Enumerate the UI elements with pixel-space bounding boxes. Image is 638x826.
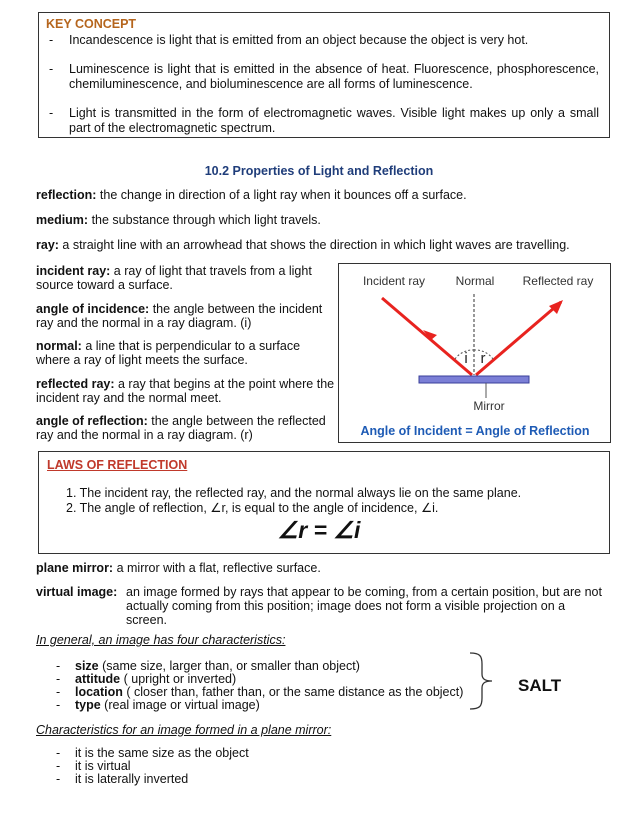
key-concept-item: - Incandescence is light that is emitted from an object because the object is very hot.	[49, 33, 529, 47]
incident-ray-line	[382, 298, 472, 375]
reflection-diagram	[338, 263, 611, 443]
plane-mirror-characteristics-heading: Characteristics for an image formed in a plane mirror:	[36, 723, 332, 737]
angle-r-label: r	[480, 350, 486, 367]
laws-title: LAWS OF REFLECTION	[47, 458, 188, 472]
section-title: 10.2 Properties of Light and Reflection	[204, 164, 434, 178]
list-item: - type (real image or virtual image)	[56, 698, 260, 712]
mirror-label: Mirror	[473, 399, 505, 413]
list-item: - size (same size, larger than, or smaller than object)	[56, 659, 360, 673]
formula: ∠r = ∠i	[277, 517, 361, 543]
definition-ray: ray: a straight line with an arrowhead that shows the direction in which light waves are travelling.	[36, 238, 570, 252]
definition-virtual-image: virtual image: an image formed by rays that appear to be coming, from a certain position, but are not actually coming from this position; image does not form a visible projection on a screen.	[36, 585, 602, 627]
definition-reflected-ray: reflected ray: a ray that begins at the point where the incident ray and the normal meet.	[36, 377, 335, 405]
list-item: - attitude ( upright or inverted)	[56, 672, 237, 686]
law-item: 2. The angle of reflection, ∠r, is equal to the angle of incidence, ∠i.	[66, 501, 439, 515]
mirror-surface	[419, 376, 529, 383]
incident-ray-label: Incident ray	[362, 274, 426, 288]
definition-reflection: reflection: the change in direction of a light ray when it bounces off a surface.	[36, 188, 467, 202]
definition-normal: normal: a line that is perpendicular to a surface where a ray of light meets the surface.	[36, 339, 301, 367]
diagram-caption: Angle of Incident = Angle of Reflection	[360, 424, 590, 438]
list-item: - it is the same size as the object	[56, 746, 249, 760]
brace-icon	[466, 650, 506, 712]
list-item: - it is virtual	[56, 759, 131, 773]
reflection-diagram-svg	[339, 264, 610, 442]
law-item: 1. The incident ray, the reflected ray, and the normal always lie on the same plane.	[66, 486, 522, 500]
key-concept-item: - Light is transmitted in the form of electromagnetic waves. Visible light makes up only a small part of the electromagnetic spectrum.	[49, 106, 599, 135]
list-item: - location ( closer than, father than, or the same distance as the object)	[56, 685, 464, 699]
definition-medium: medium: the substance through which light travels.	[36, 213, 321, 227]
definition-plane-mirror: plane mirror: a mirror with a flat, reflective surface.	[36, 561, 321, 575]
key-concept-title: KEY CONCEPT	[46, 17, 137, 31]
reflected-ray-line	[476, 302, 561, 375]
reflected-ray-label: Reflected ray	[522, 274, 594, 288]
angle-i-label: i	[464, 350, 468, 367]
salt-acronym: SALT	[518, 676, 562, 695]
characteristics-heading: In general, an image has four characteristics:	[36, 633, 286, 647]
key-concept-item: - Luminescence is light that is emitted in the absence of heat. Fluorescence, phosphorescence, chemiluminescence, and bioluminescence are all forms of luminescence.	[49, 62, 599, 91]
definition-angle-of-incidence: angle of incidence: the angle between the incident ray and the normal in a ray diagram. (i)	[36, 302, 323, 330]
definition-incident-ray: incident ray: a ray of light that travels from a light source toward a surface.	[36, 264, 312, 292]
normal-label: Normal	[455, 274, 495, 288]
list-item: - it is laterally inverted	[56, 772, 189, 786]
definition-angle-of-reflection: angle of reflection: the angle between the reflected ray and the normal in a ray diagram. (r)	[36, 414, 326, 442]
